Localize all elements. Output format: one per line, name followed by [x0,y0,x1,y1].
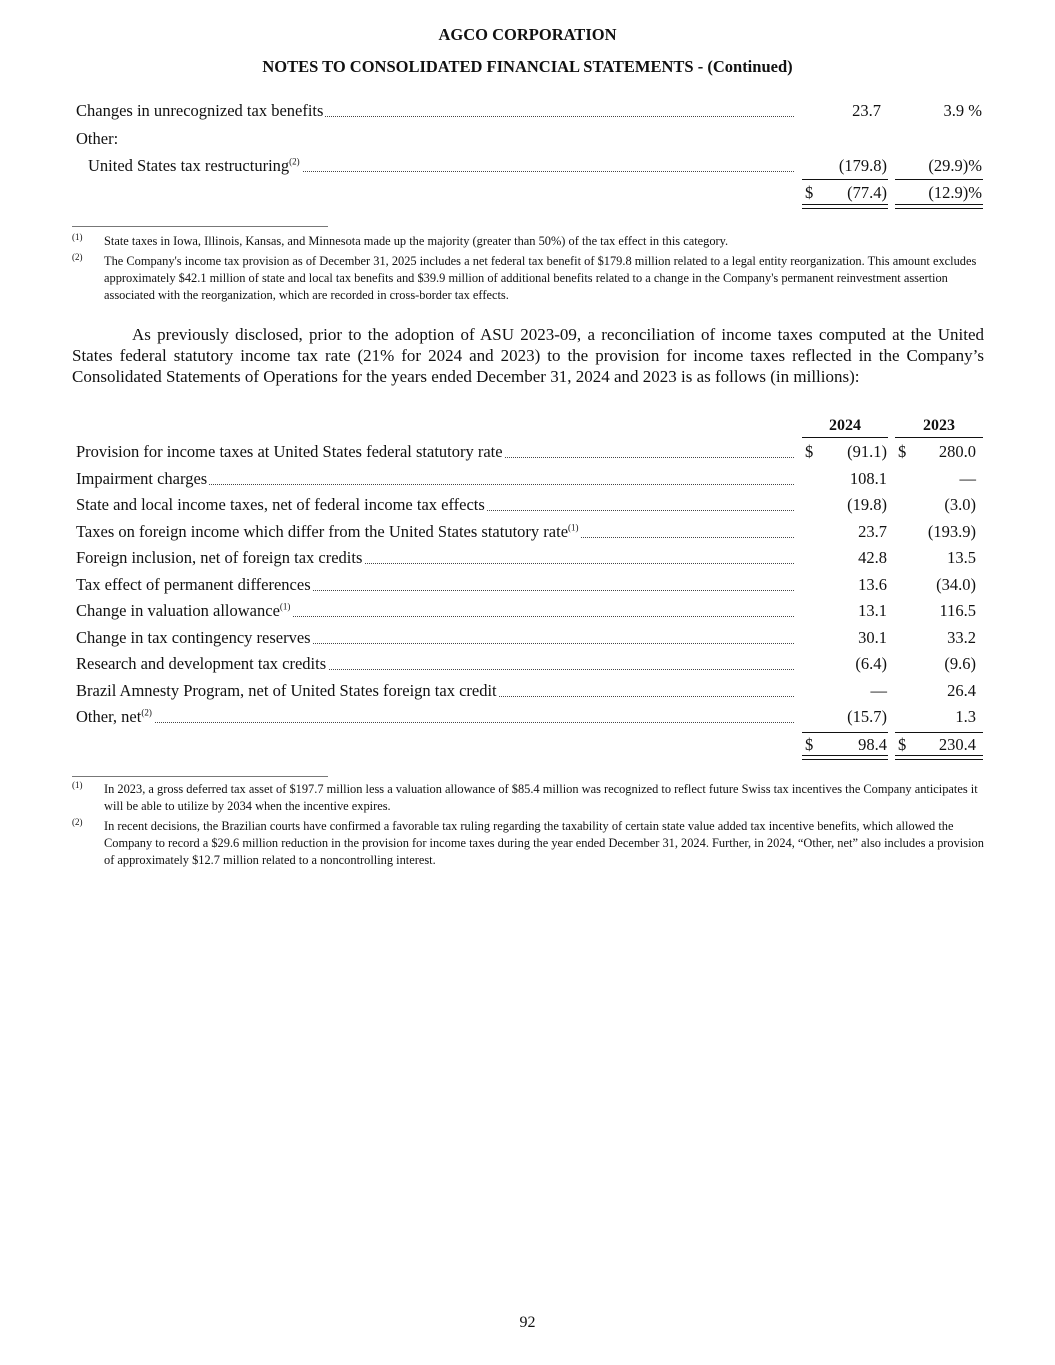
row-value-amount: 23.7 [852,101,881,120]
footnote-marker: (2) [72,817,83,827]
column-header-2023: 2023 [923,417,955,434]
footnote-text: State taxes in Iowa, Illinois, Kansas, and Minnesota made up the majority (greater than 50%) of the tax effect in this category. [104,234,729,248]
row-label: Change in valuation allowance [76,601,280,620]
value-2023: 26.4 [947,680,976,700]
value-2024: 108.1 [849,468,887,488]
footnote [72,253,984,304]
value-2024: 30.1 [858,627,887,647]
row-label: Provision for income taxes at United States federal statutory rate [76,442,503,461]
footnote [72,818,984,869]
value-2023: (193.9) [927,521,976,541]
table-row [76,680,986,702]
value-2024: (6.4) [855,654,887,673]
value-2023: 116.5 [939,601,976,620]
footnote [72,233,984,250]
table-row [76,128,986,150]
value-2024: — [870,680,887,700]
footnote-marker: (2) [72,252,83,262]
table-row [76,100,986,122]
footnote-ref: (1) [568,522,579,532]
footnote-marker: (1) [72,780,83,790]
footnote-ref: (2) [289,156,300,167]
value-2023: — [959,468,976,488]
table-row [76,494,986,516]
table-row [76,468,986,490]
table-row [76,547,986,569]
currency-symbol: $ [805,183,814,202]
table-row [76,627,986,649]
total-amount: (77.4) [847,183,887,202]
table-row [76,574,986,596]
row-label: Foreign inclusion, net of foreign tax credits [76,548,363,567]
total-percent: (12.9)% [928,183,982,202]
value-2024: (19.8) [847,495,887,514]
row-label: Brazil Amnesty Program, net of United States foreign tax credit [76,680,497,700]
value-2023: (3.0) [944,495,976,514]
company-name: AGCO CORPORATION [438,25,617,44]
value-2023: 1.3 [955,707,976,726]
footnote-text: The Company's income tax provision as of December 31, 2025 includes a net federal tax benefit of $179.8 million related to a legal entity reorganization. This amount excludes approximately $42.1 million of state and local tax benefits and $39.9 million of additional benefits related to a change in the Company's permanent reinvestment assertion associated with the reorganization, which are recorded in cross-border tax effects. [104,254,977,302]
value-2024: 23.7 [858,521,887,541]
table-total-row [76,182,986,204]
row-label: Other: [76,129,119,148]
table-row [76,155,986,177]
table-row [76,653,986,675]
row-label: Other, net [76,707,142,726]
row-label: Changes in unrecognized tax benefits [76,101,324,120]
value-2024: 13.1 [858,601,887,620]
value-2024: 42.8 [858,548,887,567]
value-2024: (15.7) [847,707,887,726]
footnote-text: In 2023, a gross deferred tax asset of $197.7 million less a valuation allowance of $85.4 million was recognized to reflect future Swiss tax incentives the Company anticipates it will be able to utilize by 2034 when the incentive expires. [104,782,978,813]
value-2024: 13.6 [858,574,887,594]
row-value-percent: 3.9 % [943,101,982,120]
column-header-2024: 2024 [829,417,861,434]
value-2023: (9.6) [944,654,976,673]
body-paragraph: As previously disclosed, prior to the adoption of ASU 2023-09, a reconciliation of income taxes computed at the United States federal statutory income tax rate (21% for 2024 and 2023) to the provision for income taxes reflected in the Company’s Consolidated Statements of Operations for the years ended December 31, 2024 and 2023 is as follows (in millions): [72,325,984,386]
value-2024: (91.1) [847,442,887,461]
value-2023: 280.0 [938,442,976,461]
row-label: State and local income taxes, net of federal income tax effects [76,495,485,514]
footnote-ref: (2) [141,707,152,718]
row-label: Tax effect of permanent differences [76,574,311,594]
row-label: Impairment charges [76,468,208,488]
value-2023: (34.0) [936,574,976,594]
row-label: Taxes on foreign income which differ from the United States statutory rate [76,521,569,541]
row-label: Research and development tax credits [76,654,327,673]
table-row [76,706,986,728]
row-label: United States tax restructuring [88,156,290,175]
table-total-row [76,734,986,756]
row-value-percent: (29.9)% [928,156,982,175]
table-row [76,521,986,543]
total-2024: 98.4 [858,735,887,754]
currency-symbol: $ [898,442,907,461]
table-row [76,600,986,622]
page-number: 92 [519,1314,536,1331]
table-row [76,441,986,463]
footnote-text: In recent decisions, the Brazilian courts have confirmed a favorable tax ruling regarding the taxability of certain state value added tax incentive benefits, which allowed the Company to record a $29.6 million reduction in the provision for income taxes during the year ended December 31, 2024. Further, in 2024, “Other, net” also includes a provision of approximately $12.7 million related to a noncontrolling interest. [104,819,984,867]
page-subtitle: NOTES TO CONSOLIDATED FINANCIAL STATEMENTS - (Continued) [262,57,793,76]
footnote-marker: (1) [72,232,83,242]
footnote [72,781,984,815]
row-value-amount: (179.8) [838,156,887,175]
row-label: Change in tax contingency reserves [76,627,311,647]
currency-symbol: $ [805,735,814,754]
currency-symbol: $ [898,735,907,754]
value-2023: 33.2 [947,627,976,647]
total-2023: 230.4 [938,735,976,754]
footnote-ref: (1) [279,601,291,612]
currency-symbol: $ [805,442,814,461]
value-2023: 13.5 [947,548,976,567]
